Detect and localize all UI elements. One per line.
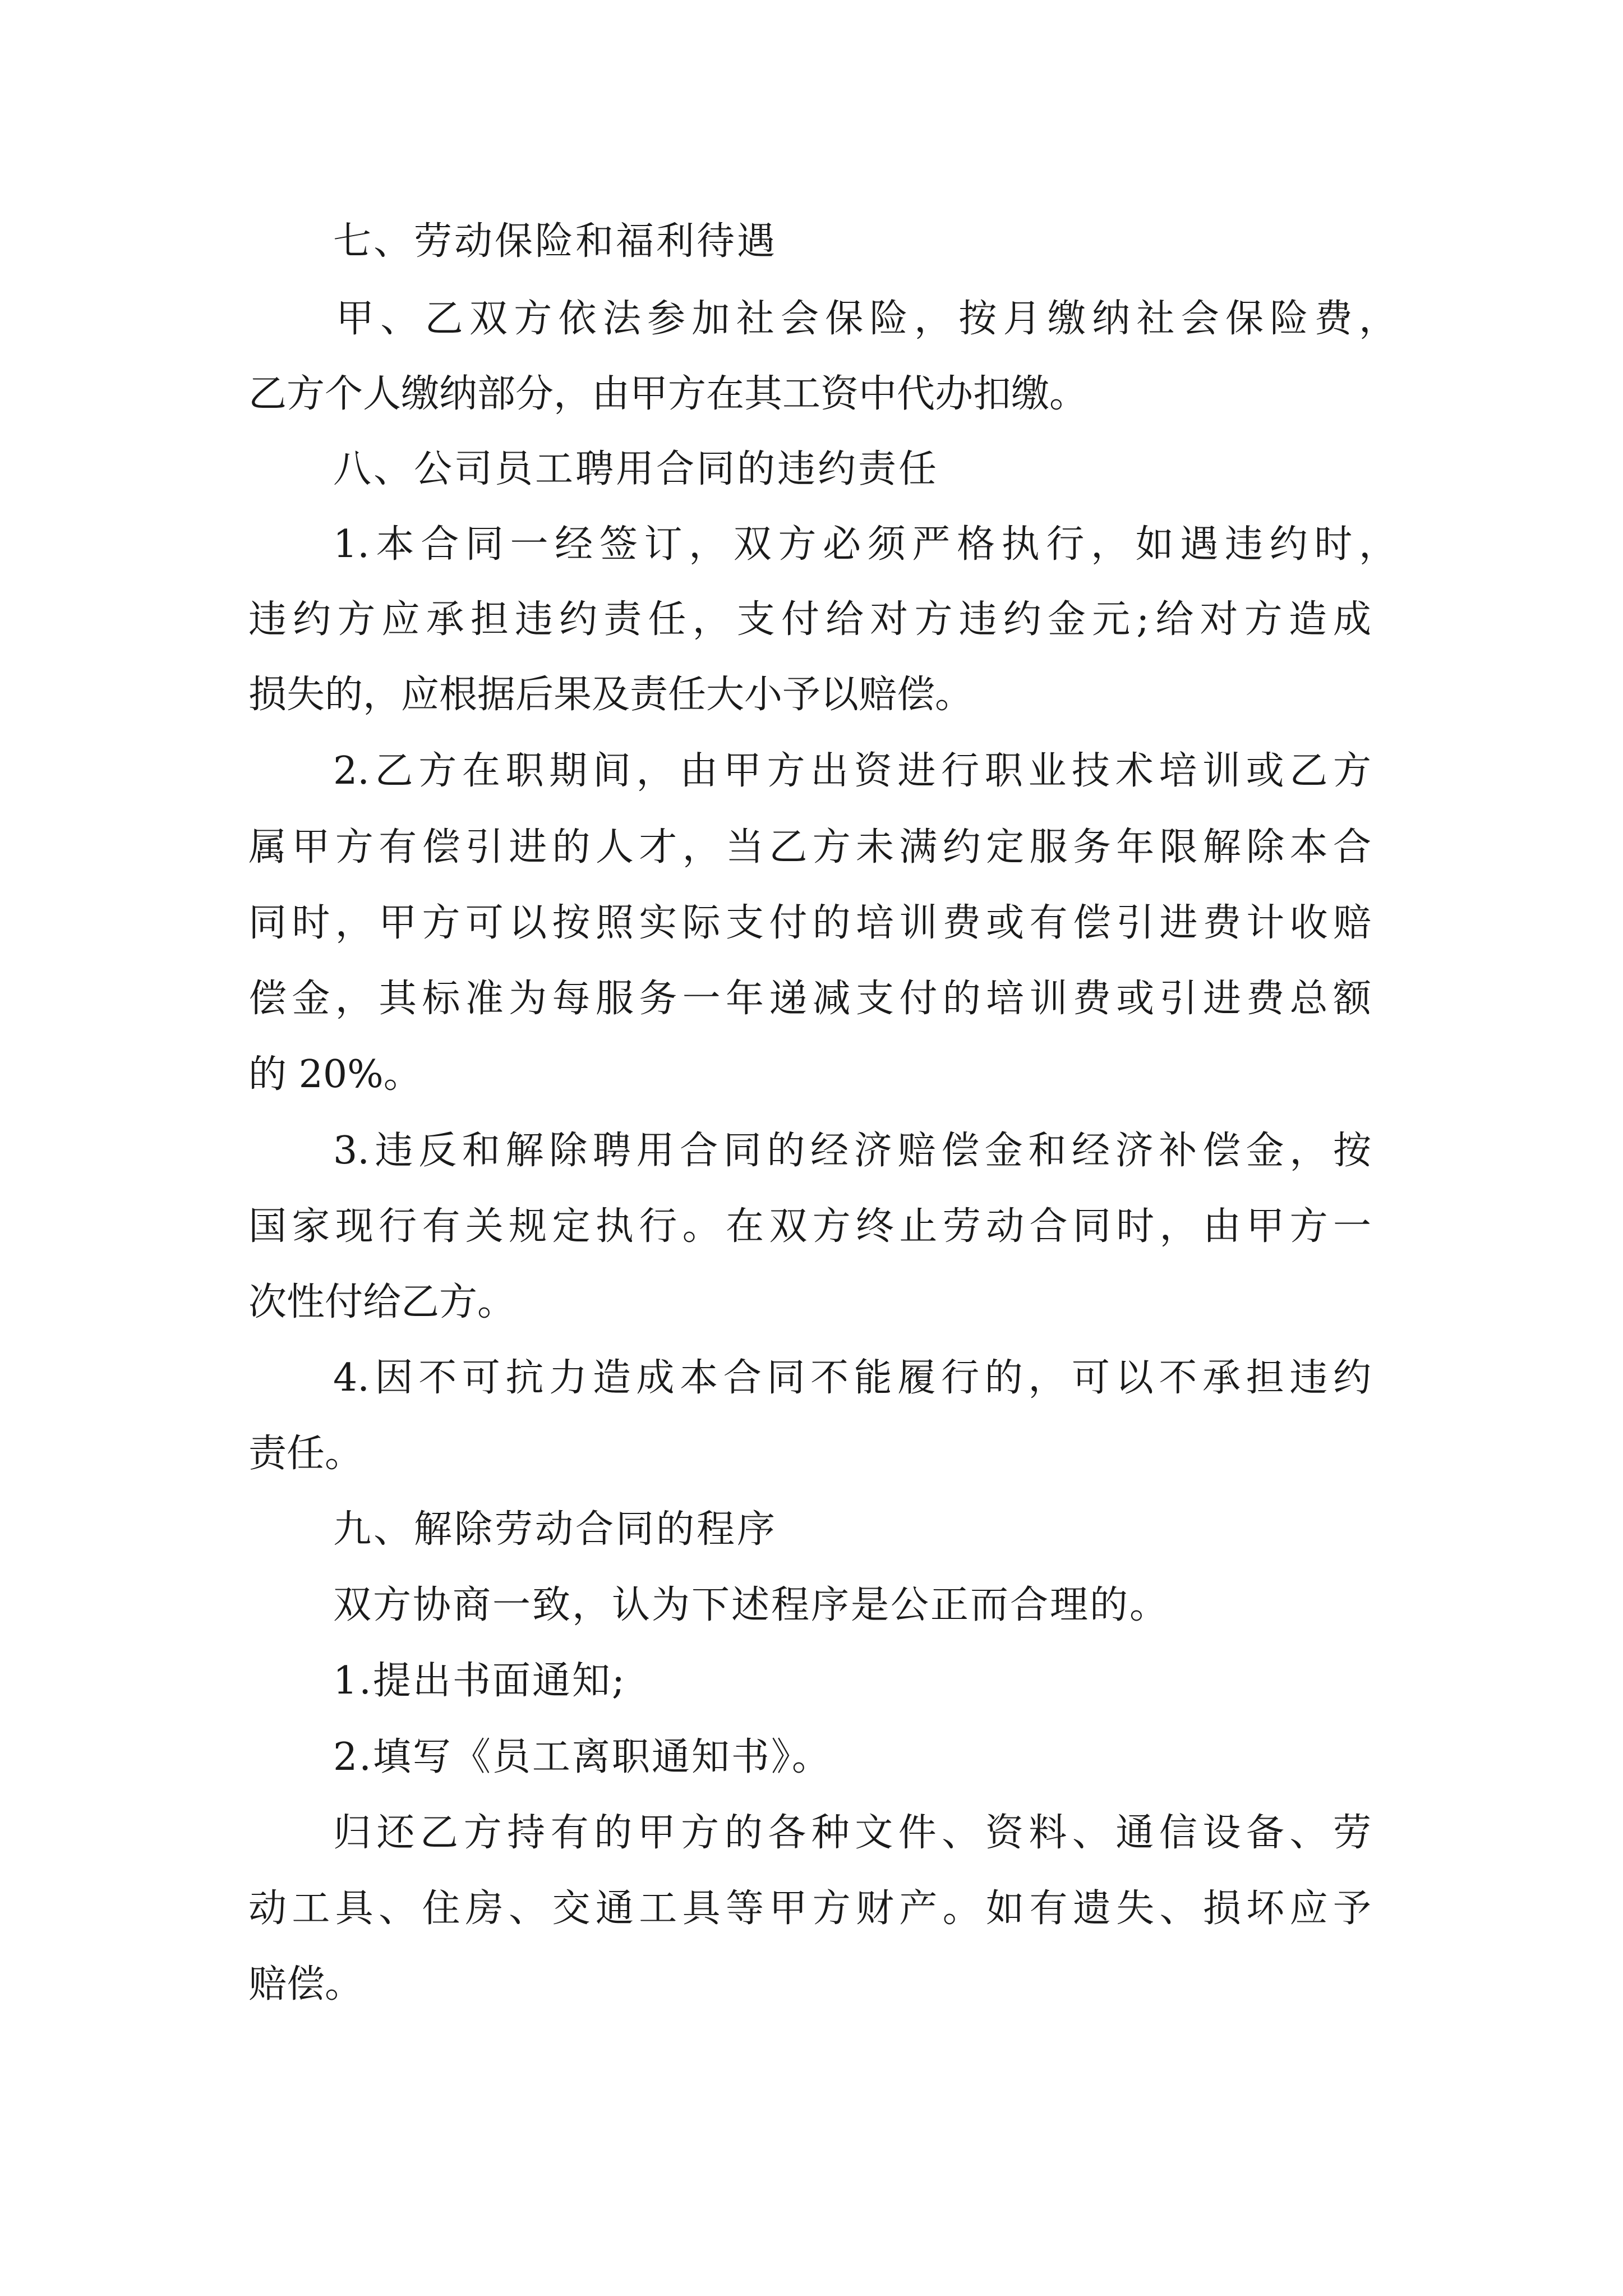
paragraph-line: 甲、乙双方依法参加社会保险，按月缴纳社会保险费， bbox=[336, 297, 1397, 341]
paragraph-line: 3.违反和解除聘用合同的经济赔偿金和经济补偿金，按 bbox=[333, 1129, 1371, 1173]
paragraph-line: 国家现行有关规定执行。在双方终止劳动合同时，由甲方一 bbox=[248, 1204, 1371, 1249]
paragraph-line: 4.因不可抗力造成本合同不能履行的，可以不承担违约 bbox=[333, 1356, 1371, 1400]
section-heading: 七、劳动保险和福利待遇 bbox=[333, 219, 778, 264]
paragraph-line: 次性付给乙方。 bbox=[248, 1280, 516, 1324]
paragraph-line: 偿金，其标准为每服务一年递减支付的培训费或引进费总额 bbox=[248, 977, 1371, 1021]
paragraph-line: 1.本合同一经签订，双方必须严格执行，如遇违约时， bbox=[333, 522, 1397, 567]
paragraph-line: 双方协商一致，认为下述程序是公正而合理的。 bbox=[333, 1583, 1170, 1627]
paragraph-line: 2.乙方在职期间，由甲方出资进行职业技术培训或乙方 bbox=[333, 749, 1371, 793]
paragraph-line: 责任。 bbox=[248, 1432, 363, 1476]
paragraph-line: 1.提出书面通知; bbox=[333, 1659, 626, 1703]
paragraph-line: 赔偿。 bbox=[248, 1962, 363, 2007]
paragraph-line: 动工具、住房、交通工具等甲方财产。如有遗失、损坏应予 bbox=[248, 1887, 1371, 1931]
paragraph-line: 属甲方有偿引进的人才，当乙方未满约定服务年限解除本合 bbox=[248, 825, 1371, 869]
section-heading: 九、解除劳动合同的程序 bbox=[333, 1507, 778, 1552]
paragraph-line: 的 20%。 bbox=[248, 1052, 422, 1097]
section-heading: 八、公司员工聘用合同的违约责任 bbox=[333, 447, 939, 491]
paragraph-line: 同时，甲方可以按照实际支付的培训费或有偿引进费计收赔 bbox=[248, 901, 1371, 945]
paragraph-line: 违约方应承担违约责任，支付给对方违约金元;给对方造成 bbox=[248, 597, 1371, 642]
paragraph-line: 归还乙方持有的甲方的各种文件、资料、通信设备、劳 bbox=[333, 1811, 1371, 1855]
paragraph-line: 2.填写《员工离职通知书》。 bbox=[333, 1735, 832, 1779]
paragraph-line: 损失的，应根据后果及责任大小予以赔偿。 bbox=[248, 673, 974, 717]
paragraph-line: 乙方个人缴纳部分，由甲方在其工资中代办扣缴。 bbox=[248, 372, 1088, 416]
